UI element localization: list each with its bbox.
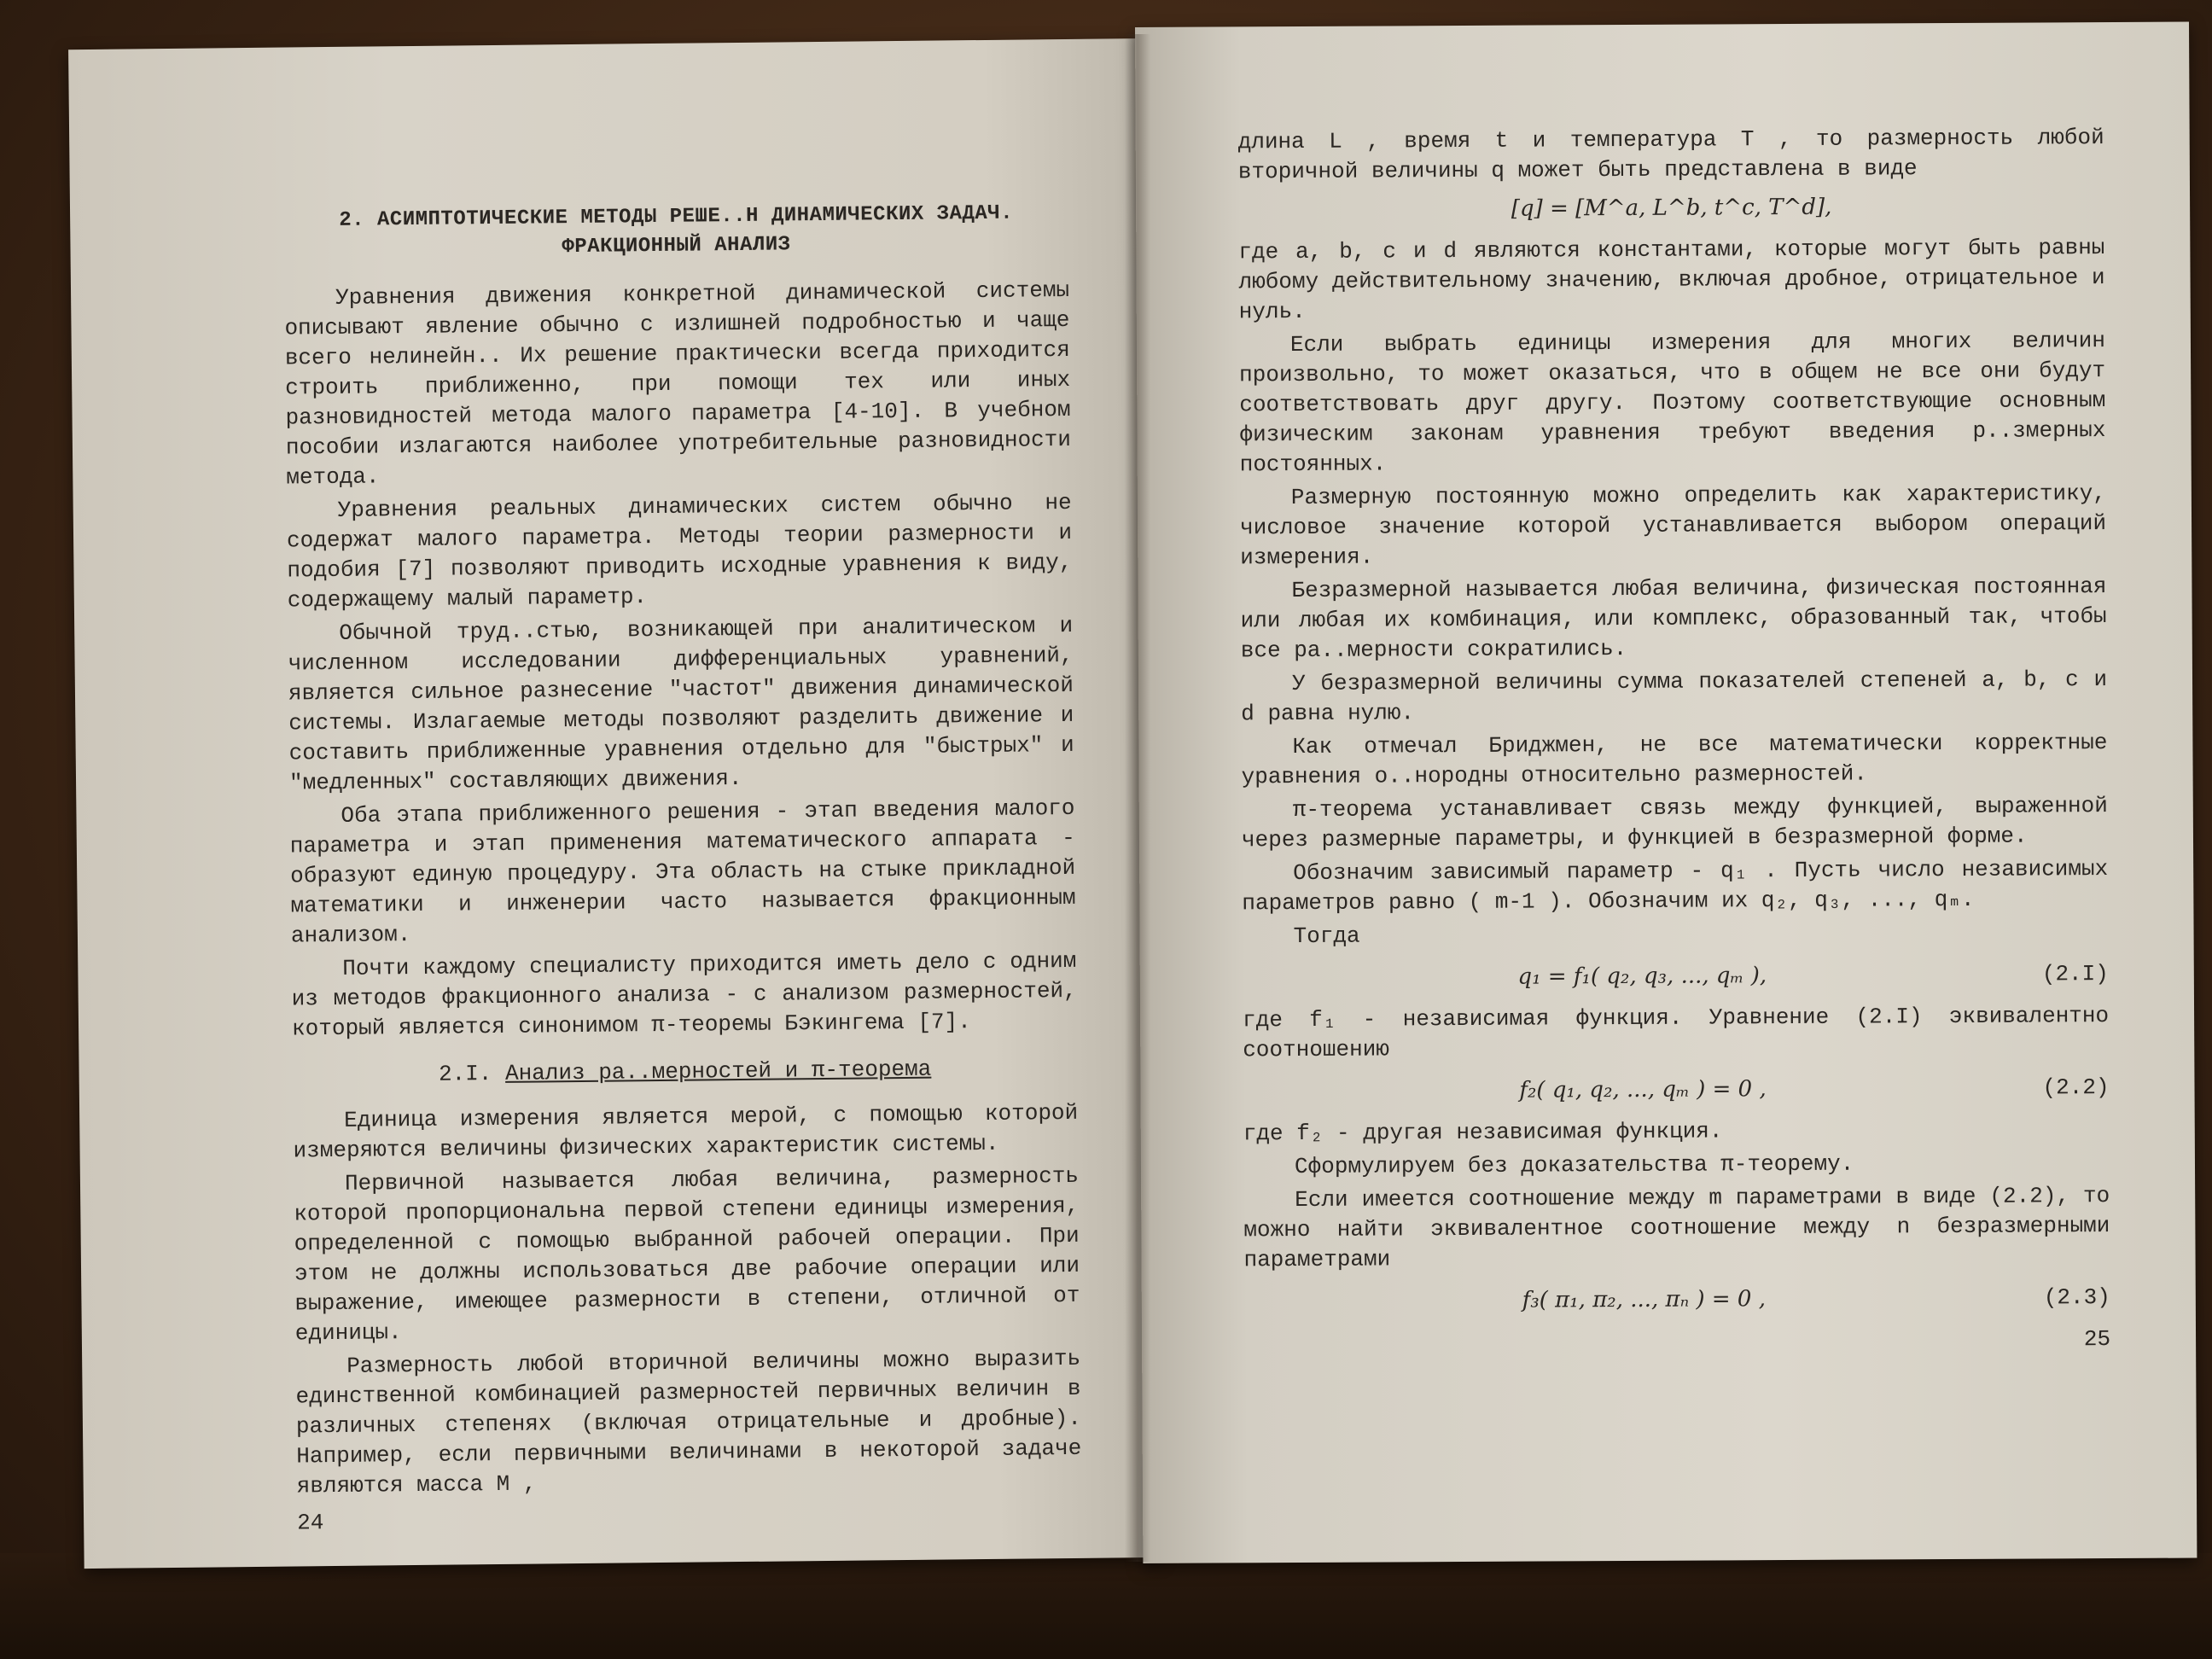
equation-formula: f₃( π₁, π₂, ..., πₙ ) = 0 , (1522, 1286, 1767, 1313)
section-heading-line2: ФРАКЦИОННЫЙ АНАЛИЗ (562, 233, 791, 259)
equation-number: (2.I) (2041, 961, 2109, 987)
paragraph: Размерную постоянную можно определить как характеристику, числовое значение которой устанавливается выбором операций измерения. (1239, 480, 2107, 571)
equation-number: (2.3) (2043, 1284, 2110, 1311)
paragraph: где f₂ - другая независимая функция. (1243, 1118, 1723, 1147)
equation (1238, 191, 2104, 225)
section-heading (283, 199, 1069, 265)
paragraph: длина L , время t и температура T , то размерность любой вторичной величины q может быть представлена в виде (1237, 125, 2104, 185)
left-page (68, 38, 1160, 1569)
equation-number: (2.2) (2042, 1074, 2110, 1101)
page-number: 25 (2083, 1326, 2111, 1353)
paragraph: Уравнения движения конкретной динамической системы описывают явление обычно с излишней подробностью и чаще всего нелинейн.. Их решение практически всегда приходится строить приближенно, при помощи тех или иных разновидностей метода малого параметра [4-10]. В учебном пособии излагаются наиболее употребительные разновидности метода. (284, 276, 1072, 491)
table-surface (0, 1553, 2212, 1659)
paragraph: π-теорема устанавливает связь между функцией, выраженной через размерные параметры, и функцией в безразмерной форме. (1241, 793, 2108, 853)
paragraph: Оба этапа приближенного решения - этап введения малого параметра и этап применения математического аппарата - образуют единую процедуру. Эта область на стыке прикладной математики и инженерии часто называется фракционным анализом. (289, 795, 1076, 949)
subsection-number: 2.I. (438, 1061, 492, 1087)
subsection-title: Анализ ра..мерностей и π-теорема (504, 1056, 932, 1086)
paragraph: Почти каждому специалисту приходится иметь дело с одним из методов фракционного анализа - с анализом размерностей, который является синонимом π-теоремы Бэкингема [7]. (291, 947, 1077, 1042)
equation-formula: f₂( q₁, q₂, ..., qₘ ) = 0 , (1519, 1076, 1767, 1103)
paragraph: Как отмечал Бриджмен, не все математически корректные уравнения о..нородны относительно размерностей. (1241, 730, 2108, 790)
equation (1243, 1073, 2109, 1107)
paragraph: Обозначим зависимый параметр - q₁ . Пусть число независимых параметров равно ( m-1 ). Обозначим их q₂, q₃, ..., qₘ. (1242, 856, 2109, 917)
paragraph: где f₁ - независимая функция. Уравнение (2.I) эквивалентно соотношению (1243, 1003, 2110, 1063)
right-page (1135, 22, 2197, 1563)
equation-formula: q₁ = f₁( q₂, q₃, ..., qₘ ), (1517, 963, 1767, 990)
paragraph: Обычной труд..стью, возникающей при аналитическом и численном исследовании дифференциальных уравнений, является сильное разнесение "частот" движения динамической системы. Излагаемые методы позволяют разделить движение и составить приближенные уравнения отдельно для "быстрых" и "медленных" составляющих движения. (288, 612, 1074, 796)
section-heading-line1: 2. АСИМПТОТИЧЕСКИЕ МЕТОДЫ РЕШЕ..Н ДИНАМИЧЕСКИХ ЗАДАЧ. (339, 201, 1014, 232)
paragraph: Размерность любой вторичной величины можно выразить единственной комбинацией размерностей первичных величин в различных степенях (включая отрицательные и дробные). Например, если первичными величинами в некоторой задаче являются масса M , (295, 1345, 1082, 1499)
paragraph: Уравнения реальных динамических систем обычно не содержат малого параметра. Методы теории размерности и подобия [7] позволяют приводить исходные уравнения к виду, содержащему малый параметр. (286, 489, 1073, 614)
paragraph: Тогда (1293, 923, 1360, 950)
equation (1244, 1283, 2110, 1317)
book-spine-fold (1125, 34, 1150, 1562)
equation (1243, 959, 2109, 993)
paragraph: Безразмерной называется любая величина, физическая постоянная или любая их комбинация, или комплекс, образованный так, чтобы все ра..мерности сократились. (1240, 573, 2107, 664)
paragraph: Если имеется соотношение между m параметрами в виде (2.2), то можно найти эквивалентное соотношение между n безразмерными параметрами (1243, 1183, 2110, 1273)
paragraph: Первичной называется любая величина, размерность которой пропорциональна первой степени единицы измерения, определенной с помощью выбранной рабочей операции. При этом не должны использоваться две рабочие операции или выражение, имеющее размерности в степени, отличной от единицы. (294, 1162, 1080, 1347)
subsection-heading (292, 1053, 1077, 1091)
paragraph: Единица измерения является мерой, с помощью которой измеряются величины физических характеристик системы. (293, 1099, 1079, 1164)
equation-formula: [q] = [M^a, L^b, t^c, T^d], (1511, 194, 1832, 222)
paragraph: Если выбрать единицы измерения для многих величин произвольно, то может оказаться, что в общем не все они будут соответствовать друг другу. Поэтому соответствующие основным физическим законам уравнения требуют введения р..змерных постоянных. (1239, 328, 2106, 478)
paragraph: где a, b, c и d являются константами, которые могут быть равны любому действительному значению, включая дробное, отрицательное и нуль. (1238, 235, 2105, 325)
page-number: 24 (297, 1510, 324, 1536)
paragraph: Сформулируем без доказательства π-теорему. (1294, 1150, 1854, 1180)
paragraph: У безразмерной величины сумма показателей степеней a, b, c и d равна нулю. (1241, 667, 2108, 727)
